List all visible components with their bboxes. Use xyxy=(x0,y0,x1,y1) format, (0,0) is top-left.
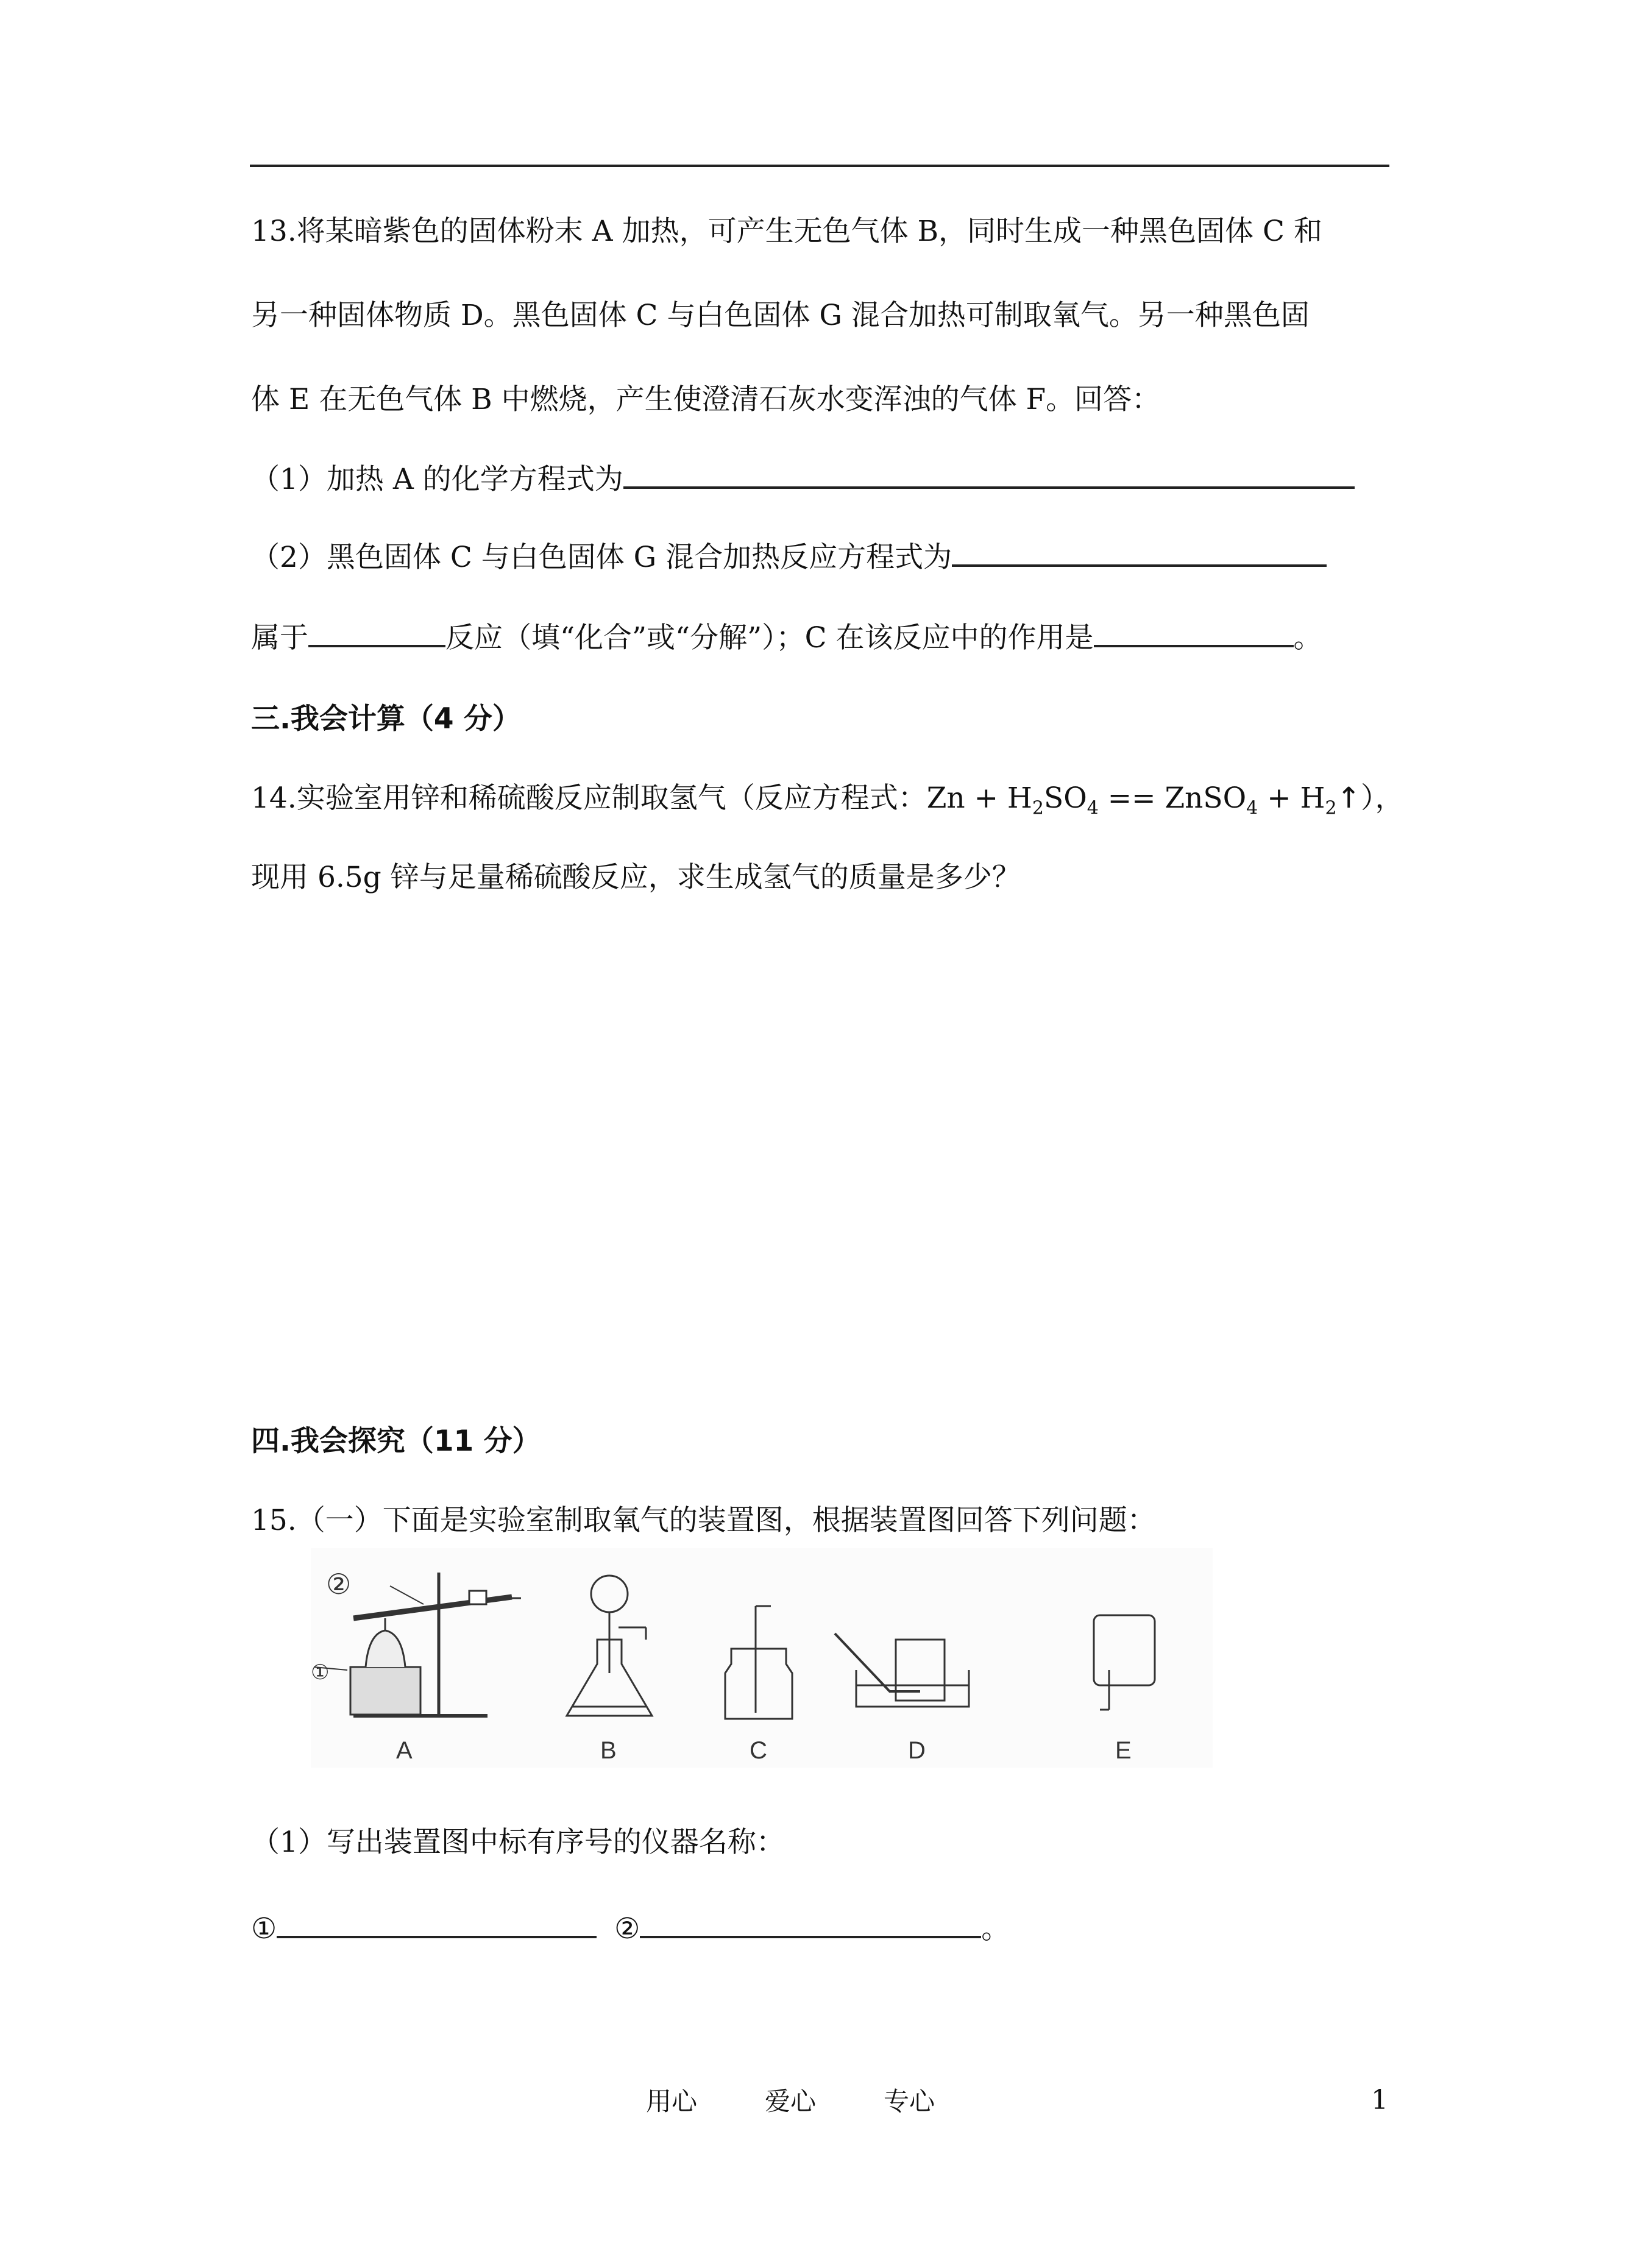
q13-part3-a: 属于 xyxy=(251,621,308,655)
q15-answer-row xyxy=(251,1908,1010,1947)
q15-intro: 15.（一）下面是实验室制取氧气的装置图，根据装置图回答下列问题： xyxy=(251,1504,1156,1537)
q14-line2: 现用 6.5g 锌与足量稀硫酸反应，求生成氢气的质量是多少？ xyxy=(251,861,1021,894)
page-number: 1 xyxy=(1371,2085,1388,2116)
marker-2: ② xyxy=(326,1568,352,1601)
apparatus-figure xyxy=(311,1548,1213,1768)
label-c: C xyxy=(750,1737,767,1764)
q13-line2: 另一种固体物质 D。黑色固体 C 与白色固体 G 混合加热可制取氧气。另一种黑色固 xyxy=(251,299,1310,332)
answer-marker-1: ① xyxy=(251,1912,277,1946)
answer-blank-q13-role[interactable] xyxy=(1094,617,1294,647)
q14-mid3: + H xyxy=(1258,781,1325,815)
answer-blank-q15-1[interactable] xyxy=(277,1908,597,1938)
q13-part2 xyxy=(251,536,1327,576)
q13-part1-text: （1）加热 A 的化学方程式为 xyxy=(251,463,623,496)
q14-mid2: == ZnSO xyxy=(1098,781,1247,815)
apparatus-b xyxy=(567,1576,652,1716)
header-rule xyxy=(250,165,1389,167)
apparatus-e xyxy=(1094,1615,1155,1710)
q14-line1 xyxy=(251,780,1403,827)
q14-sub3: 4 xyxy=(1246,797,1258,819)
q15-part1: （1）写出装置图中标有序号的仪器名称： xyxy=(251,1825,785,1859)
label-d: D xyxy=(908,1737,926,1764)
q13-part1 xyxy=(251,458,1355,498)
apparatus-d xyxy=(835,1633,969,1707)
answer-blank-q13-1[interactable] xyxy=(623,458,1355,489)
section4-title: 四.我会探究（11 分） xyxy=(251,1424,541,1458)
footer-word-1: 用心 xyxy=(646,2086,698,2116)
q13-part3-c: 。 xyxy=(1293,621,1322,655)
answer-end: 。 xyxy=(981,1912,1010,1946)
q13-line3: 体 E 在无色气体 B 中燃烧，产生使澄清石灰水变浑浊的气体 F。回答： xyxy=(251,383,1161,416)
apparatus-diagram xyxy=(311,1548,1213,1768)
q14-sub2: 4 xyxy=(1087,797,1099,819)
marker-1: ① xyxy=(311,1660,330,1685)
q14-suffix: ）， xyxy=(1360,781,1404,815)
apparatus-c xyxy=(725,1606,792,1719)
footer-word-2: 爱心 xyxy=(765,2086,817,2116)
footer-word-3: 专心 xyxy=(884,2086,935,2116)
answer-blank-q13-2[interactable] xyxy=(952,536,1327,567)
q14-mid1: SO xyxy=(1044,781,1087,815)
q13-part3 xyxy=(251,617,1322,656)
label-a: A xyxy=(396,1737,413,1764)
answer-blank-q13-type[interactable] xyxy=(308,617,445,647)
q13-line1: 13.将某暗紫色的固体粉末 A 加热，可产生无色气体 B，同时生成一种黑色固体 C 和 xyxy=(251,215,1322,248)
q14-prefix: 14.实验室用锌和稀硫酸反应制取氢气（反应方程式：Zn + H xyxy=(251,781,1032,815)
label-b: B xyxy=(600,1737,617,1764)
q13-part3-b: 反应（填“化合”或“分解”）；C 在该反应中的作用是 xyxy=(445,621,1094,655)
section3-title: 三.我会计算（4 分） xyxy=(251,702,521,736)
label-e: E xyxy=(1115,1737,1132,1764)
answer-marker-2: ② xyxy=(614,1912,640,1946)
q13-part2-text: （2）黑色固体 C 与白色固体 G 混合加热反应方程式为 xyxy=(251,541,952,574)
answer-blank-q15-2[interactable] xyxy=(640,1908,981,1938)
q14-sub4: 2 xyxy=(1325,797,1337,819)
q14-sub1: 2 xyxy=(1032,797,1044,819)
up-arrow-icon: ↑ xyxy=(1336,781,1361,815)
